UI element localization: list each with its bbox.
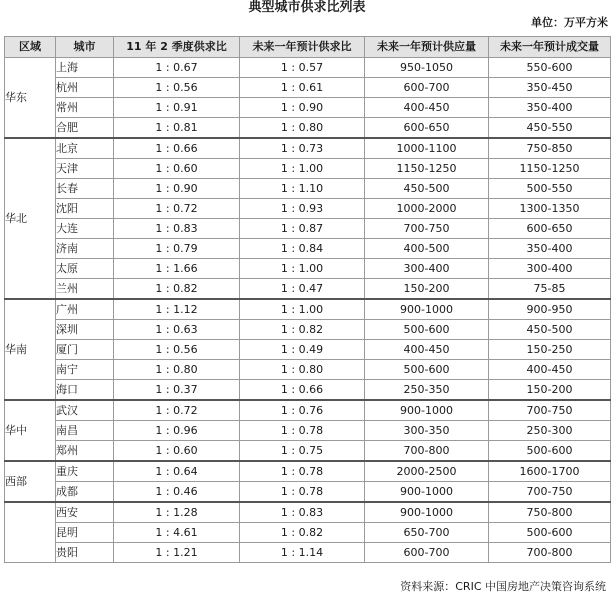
q2-ratio-cell: 1 : 0.63: [114, 320, 240, 340]
forecast-supply-cell: 500-600: [365, 320, 489, 340]
city-cell: 北京: [56, 138, 114, 159]
city-cell: 常州: [56, 98, 114, 118]
supply-demand-table: [4, 36, 611, 563]
forecast-supply-cell: 300-350: [365, 421, 489, 441]
forecast-deals-cell: 900-950: [489, 299, 611, 320]
forecast-supply-cell: 950-1050: [365, 58, 489, 78]
q2-ratio-cell: 1 : 1.28: [114, 502, 240, 523]
q2-ratio-cell: 1 : 0.60: [114, 159, 240, 179]
forecast-ratio-cell: 1 : 0.76: [240, 400, 365, 421]
q2-ratio-cell: 1 : 4.61: [114, 523, 240, 543]
forecast-deals-cell: 600-650: [489, 219, 611, 239]
q2-ratio-cell: 1 : 0.90: [114, 179, 240, 199]
forecast-supply-cell: 1150-1250: [365, 159, 489, 179]
forecast-ratio-cell: 1 : 0.82: [240, 523, 365, 543]
table-row: [5, 523, 611, 543]
forecast-ratio-cell: 1 : 0.78: [240, 482, 365, 503]
forecast-supply-cell: 900-1000: [365, 299, 489, 320]
region-cell: 华南: [5, 299, 56, 400]
forecast-ratio-cell: 1 : 0.82: [240, 320, 365, 340]
table-body: [5, 58, 611, 563]
forecast-ratio-cell: 1 : 1.00: [240, 259, 365, 279]
forecast-supply-cell: 900-1000: [365, 502, 489, 523]
table-row: [5, 400, 611, 421]
forecast-ratio-cell: 1 : 0.80: [240, 118, 365, 139]
forecast-supply-cell: 2000-2500: [365, 461, 489, 482]
forecast-ratio-cell: 1 : 0.90: [240, 98, 365, 118]
city-cell: 深圳: [56, 320, 114, 340]
forecast-supply-cell: 1000-2000: [365, 199, 489, 219]
forecast-ratio-cell: 1 : 0.73: [240, 138, 365, 159]
forecast-deals-cell: 300-400: [489, 259, 611, 279]
city-cell: 西安: [56, 502, 114, 523]
table-row: [5, 482, 611, 503]
q2-ratio-cell: 1 : 0.82: [114, 279, 240, 300]
forecast-deals-cell: 350-400: [489, 98, 611, 118]
forecast-supply-cell: 450-500: [365, 179, 489, 199]
header-city: 城市: [56, 37, 114, 58]
forecast-deals-cell: 350-400: [489, 239, 611, 259]
city-cell: 杭州: [56, 78, 114, 98]
unit-label: 单位：万平方米: [531, 16, 608, 29]
q2-ratio-cell: 1 : 0.67: [114, 58, 240, 78]
forecast-supply-cell: 300-400: [365, 259, 489, 279]
city-cell: 昆明: [56, 523, 114, 543]
forecast-ratio-cell: 1 : 0.87: [240, 219, 365, 239]
city-cell: 重庆: [56, 461, 114, 482]
forecast-deals-cell: 700-750: [489, 482, 611, 503]
table-row: [5, 78, 611, 98]
forecast-deals-cell: 550-600: [489, 58, 611, 78]
header-forecast-supply: 未来一年预计供应量: [365, 37, 489, 58]
city-cell: 武汉: [56, 400, 114, 421]
city-cell: 太原: [56, 259, 114, 279]
city-cell: 郑州: [56, 441, 114, 462]
region-cell: [5, 502, 56, 563]
forecast-ratio-cell: 1 : 0.93: [240, 199, 365, 219]
region-cell: 华北: [5, 138, 56, 299]
forecast-ratio-cell: 1 : 0.78: [240, 421, 365, 441]
forecast-ratio-cell: 1 : 0.84: [240, 239, 365, 259]
city-cell: 厦门: [56, 340, 114, 360]
forecast-supply-cell: 500-600: [365, 360, 489, 380]
region-cell: 华东: [5, 58, 56, 139]
forecast-deals-cell: 700-800: [489, 543, 611, 563]
table-row: [5, 360, 611, 380]
forecast-supply-cell: 600-650: [365, 118, 489, 139]
forecast-supply-cell: 700-800: [365, 441, 489, 462]
forecast-ratio-cell: 1 : 1.14: [240, 543, 365, 563]
forecast-ratio-cell: 1 : 0.47: [240, 279, 365, 300]
forecast-deals-cell: 1300-1350: [489, 199, 611, 219]
header-q2-ratio: 11 年 2 季度供求比: [114, 37, 240, 58]
q2-ratio-cell: 1 : 1.21: [114, 543, 240, 563]
city-cell: 天津: [56, 159, 114, 179]
forecast-ratio-cell: 1 : 1.00: [240, 159, 365, 179]
header-row: [5, 37, 611, 58]
region-cell: 华中: [5, 400, 56, 461]
forecast-ratio-cell: 1 : 1.10: [240, 179, 365, 199]
q2-ratio-cell: 1 : 0.72: [114, 199, 240, 219]
table-row: [5, 219, 611, 239]
forecast-deals-cell: 250-300: [489, 421, 611, 441]
forecast-deals-cell: 1150-1250: [489, 159, 611, 179]
forecast-ratio-cell: 1 : 0.75: [240, 441, 365, 462]
forecast-deals-cell: 1600-1700: [489, 461, 611, 482]
region-cell: 西部: [5, 461, 56, 502]
q2-ratio-cell: 1 : 0.96: [114, 421, 240, 441]
forecast-deals-cell: 400-450: [489, 360, 611, 380]
table-row: [5, 421, 611, 441]
forecast-supply-cell: 600-700: [365, 543, 489, 563]
forecast-deals-cell: 450-550: [489, 118, 611, 139]
forecast-supply-cell: 1000-1100: [365, 138, 489, 159]
city-cell: 海口: [56, 380, 114, 401]
forecast-deals-cell: 350-450: [489, 78, 611, 98]
forecast-supply-cell: 400-450: [365, 340, 489, 360]
forecast-supply-cell: 700-750: [365, 219, 489, 239]
forecast-deals-cell: 750-850: [489, 138, 611, 159]
forecast-deals-cell: 150-250: [489, 340, 611, 360]
table-row: [5, 340, 611, 360]
header-forecast-ratio: 未来一年预计供求比: [240, 37, 365, 58]
q2-ratio-cell: 1 : 0.81: [114, 118, 240, 139]
city-cell: 兰州: [56, 279, 114, 300]
q2-ratio-cell: 1 : 0.80: [114, 360, 240, 380]
table-row: [5, 259, 611, 279]
forecast-deals-cell: 150-200: [489, 380, 611, 401]
table-row: [5, 279, 611, 300]
forecast-supply-cell: 150-200: [365, 279, 489, 300]
table-title: 典型城市供求比列表: [248, 0, 366, 15]
forecast-deals-cell: 500-600: [489, 523, 611, 543]
table-row: [5, 138, 611, 159]
q2-ratio-cell: 1 : 0.79: [114, 239, 240, 259]
q2-ratio-cell: 1 : 0.72: [114, 400, 240, 421]
forecast-deals-cell: 75-85: [489, 279, 611, 300]
forecast-ratio-cell: 1 : 0.66: [240, 380, 365, 401]
table-row: [5, 179, 611, 199]
forecast-supply-cell: 600-700: [365, 78, 489, 98]
q2-ratio-cell: 1 : 0.83: [114, 219, 240, 239]
table-row: [5, 299, 611, 320]
table-row: [5, 98, 611, 118]
q2-ratio-cell: 1 : 0.46: [114, 482, 240, 503]
q2-ratio-cell: 1 : 0.37: [114, 380, 240, 401]
city-cell: 合肥: [56, 118, 114, 139]
forecast-supply-cell: 400-500: [365, 239, 489, 259]
source-note: 资料来源：CRIC 中国房地产决策咨询系统: [400, 580, 606, 593]
table-row: [5, 320, 611, 340]
city-cell: 贵阳: [56, 543, 114, 563]
city-cell: 沈阳: [56, 199, 114, 219]
table-row: [5, 58, 611, 78]
city-cell: 大连: [56, 219, 114, 239]
table-row: [5, 199, 611, 219]
forecast-ratio-cell: 1 : 0.80: [240, 360, 365, 380]
city-cell: 长春: [56, 179, 114, 199]
forecast-ratio-cell: 1 : 0.83: [240, 502, 365, 523]
q2-ratio-cell: 1 : 1.12: [114, 299, 240, 320]
header-forecast-deals: 未来一年预计成交量: [489, 37, 611, 58]
table-row: [5, 502, 611, 523]
city-cell: 成都: [56, 482, 114, 503]
forecast-ratio-cell: 1 : 0.49: [240, 340, 365, 360]
forecast-deals-cell: 450-500: [489, 320, 611, 340]
q2-ratio-cell: 1 : 0.60: [114, 441, 240, 462]
forecast-ratio-cell: 1 : 0.57: [240, 58, 365, 78]
table-row: [5, 118, 611, 139]
header-region: 区域: [5, 37, 56, 58]
city-cell: 广州: [56, 299, 114, 320]
q2-ratio-cell: 1 : 0.91: [114, 98, 240, 118]
table-row: [5, 159, 611, 179]
forecast-deals-cell: 500-600: [489, 441, 611, 462]
forecast-supply-cell: 250-350: [365, 380, 489, 401]
table-row: [5, 239, 611, 259]
city-cell: 南宁: [56, 360, 114, 380]
table-row: [5, 461, 611, 482]
table-row: [5, 380, 611, 401]
forecast-ratio-cell: 1 : 1.00: [240, 299, 365, 320]
forecast-ratio-cell: 1 : 0.78: [240, 461, 365, 482]
forecast-supply-cell: 900-1000: [365, 400, 489, 421]
q2-ratio-cell: 1 : 0.66: [114, 138, 240, 159]
forecast-deals-cell: 500-550: [489, 179, 611, 199]
q2-ratio-cell: 1 : 1.66: [114, 259, 240, 279]
city-cell: 上海: [56, 58, 114, 78]
forecast-supply-cell: 900-1000: [365, 482, 489, 503]
forecast-supply-cell: 650-700: [365, 523, 489, 543]
q2-ratio-cell: 1 : 0.64: [114, 461, 240, 482]
q2-ratio-cell: 1 : 0.56: [114, 78, 240, 98]
city-cell: 济南: [56, 239, 114, 259]
forecast-deals-cell: 750-800: [489, 502, 611, 523]
forecast-ratio-cell: 1 : 0.61: [240, 78, 365, 98]
table-row: [5, 441, 611, 462]
forecast-supply-cell: 400-450: [365, 98, 489, 118]
q2-ratio-cell: 1 : 0.56: [114, 340, 240, 360]
forecast-deals-cell: 700-750: [489, 400, 611, 421]
city-cell: 南昌: [56, 421, 114, 441]
table-row: [5, 543, 611, 563]
